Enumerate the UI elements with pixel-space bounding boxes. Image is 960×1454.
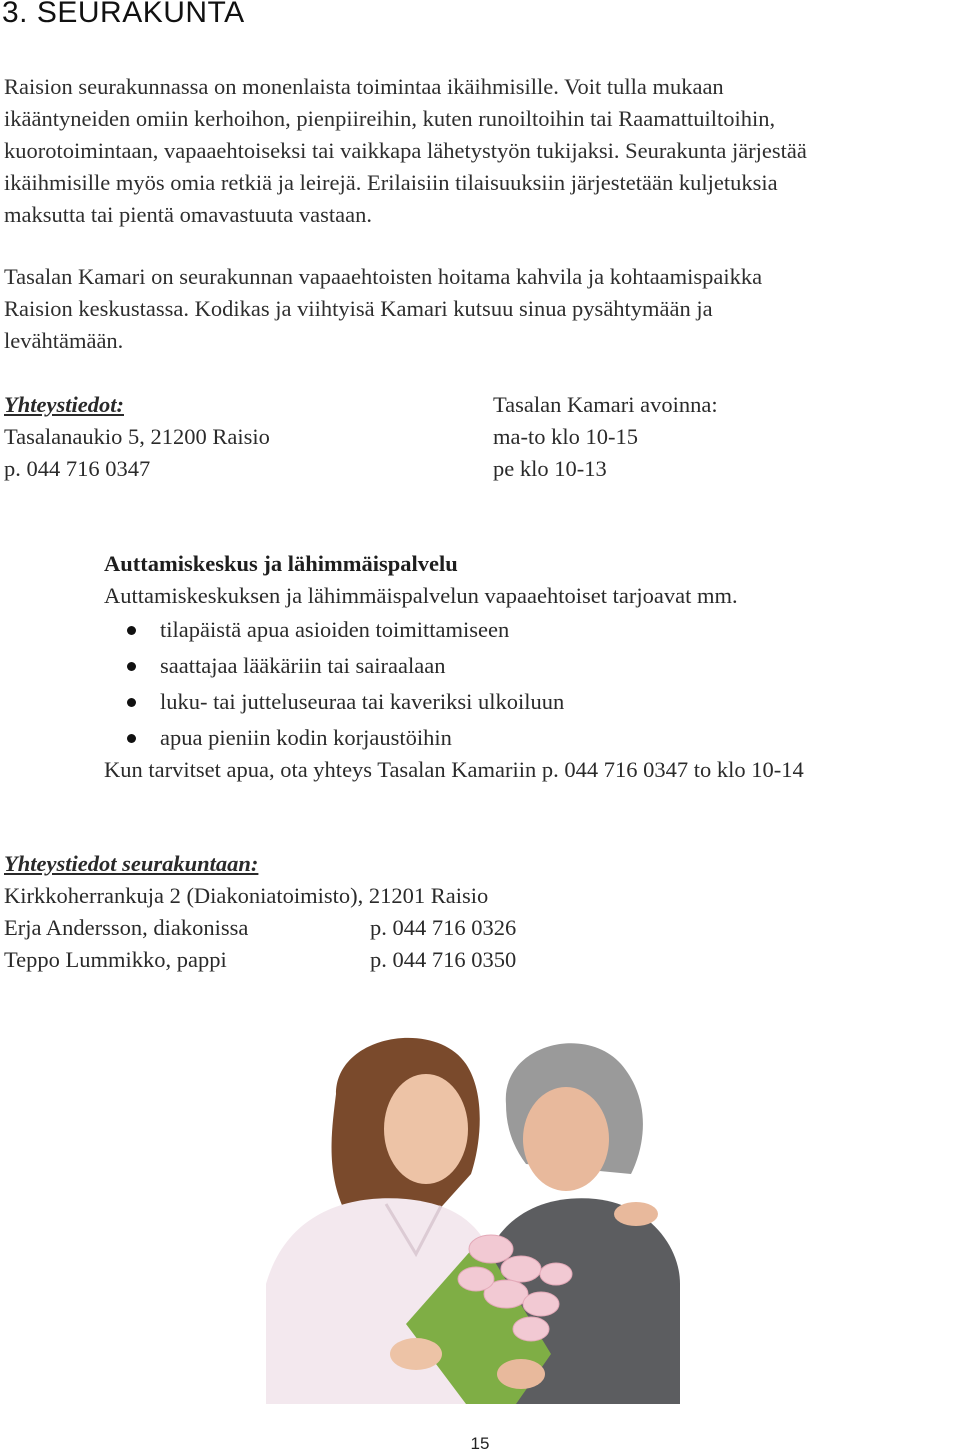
list-item-text: apua pieniin kodin korjaustöihin [160, 725, 452, 750]
list-item [104, 612, 564, 648]
list-item-text: saattajaa lääkäriin tai sairaalaan [160, 653, 446, 678]
photo-women-with-flowers [266, 1024, 680, 1404]
hours-friday: pe klo 10-13 [493, 456, 607, 481]
person-phone: p. 044 716 0350 [370, 947, 517, 972]
intro-line: ikäihmisille myös omia retkiä ja leirejä. Erilaisiin tilaisuuksiin järjestetään kuljetuksia [4, 170, 778, 195]
list-item-text: luku- tai jutteluseuraa tai kaveriksi ulkoiluun [160, 689, 565, 714]
help-list [104, 612, 564, 756]
hours-weekdays: ma-to klo 10-15 [493, 424, 638, 449]
face-shape [523, 1087, 609, 1191]
intro-line: ikääntyneiden omiin kerhoihon, pienpiireihin, kuten runoiltoihin tai Raamattuiltoihin, [4, 106, 776, 131]
kamari-paragraph [4, 261, 960, 357]
intro-line: Raision seurakunnassa on monenlaista toimintaa ikäihmisille. Voit tulla mukaan [4, 74, 724, 99]
hours-label: Tasalan Kamari avoinna: [493, 392, 718, 417]
help-outro: Kun tarvitset apua, ota yhteys Tasalan Kamariin p. 044 716 0347 to klo 10-14 [104, 757, 804, 782]
parish-address: Kirkkoherrankuja 2 (Diakoniatoimisto), 21201 Raisio [4, 883, 489, 908]
person-name: Teppo Lummikko, pappi [4, 947, 227, 972]
section-heading: 3. SEURAKUNTA [2, 0, 245, 29]
contact-phone: p. 044 716 0347 [4, 456, 151, 481]
person-name: Erja Andersson, diakonissa [4, 915, 249, 940]
kamari-line: levähtämään. [4, 328, 124, 353]
help-title: Auttamiskeskus ja lähimmäispalvelu [104, 551, 458, 576]
contact-address: Tasalanaukio 5, 21200 Raisio [4, 424, 270, 449]
list-item [104, 720, 564, 756]
kamari-line: Raision keskustassa. Kodikas ja viihtyisä Kamari kutsuu sinua pysähtymään ja [4, 296, 713, 321]
page-number: 15 [470, 1434, 490, 1453]
parish-contact-label: Yhteystiedot seurakuntaan: [4, 851, 259, 876]
list-item [104, 648, 564, 684]
kamari-line: Tasalan Kamari on seurakunnan vapaaehtoisten hoitama kahvila ja kohtaamispaikka [4, 264, 763, 289]
person-phone: p. 044 716 0326 [370, 915, 517, 940]
list-item-text: tilapäistä apua asioiden toimittamiseen [160, 617, 510, 642]
intro-line: kuorotoimintaan, vapaaehtoiseksi tai vaikkapa lähetystyön tukijaksi. Seurakunta järjestää [4, 138, 807, 163]
contact-label: Yhteystiedot: [4, 392, 124, 417]
bullet-icon [127, 626, 136, 635]
intro-paragraph [4, 71, 960, 231]
list-item [104, 684, 564, 720]
face-shape [384, 1074, 468, 1184]
bullet-icon [127, 698, 136, 707]
bullet-icon [127, 734, 136, 743]
intro-line: maksutta tai pientä omavastuuta vastaan. [4, 202, 373, 227]
bullet-icon [127, 662, 136, 671]
help-intro: Auttamiskeskuksen ja lähimmäispalvelun vapaaehtoiset tarjoavat mm. [104, 583, 738, 608]
